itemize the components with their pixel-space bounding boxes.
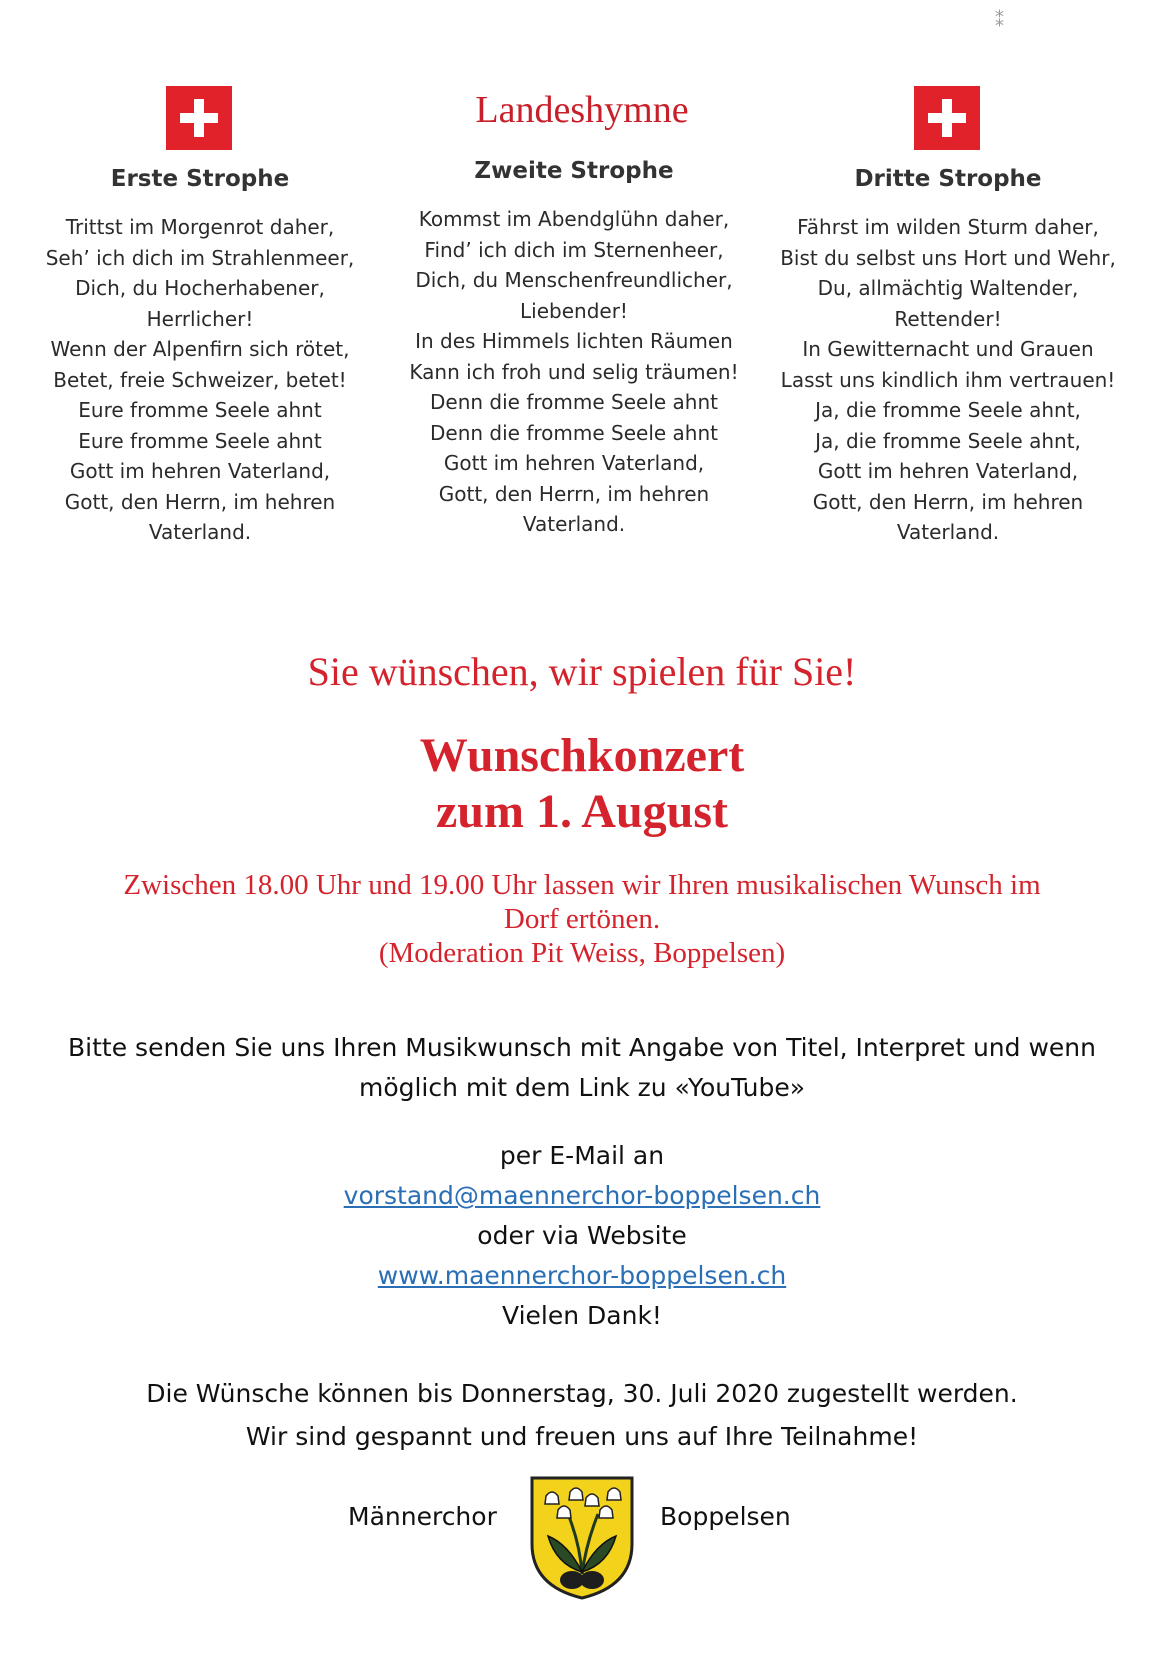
verse-line: Gott, den Herrn, im hehren [812,489,1084,514]
concert-time [0,868,1164,970]
verse-line: Du, allmächtig Waltender, [817,276,1079,300]
verse-line: Gott im hehren Vaterland, [69,459,331,483]
verse-line: Ja, die fromme Seele ahnt, [815,428,1081,453]
verse-line: Liebender! [520,298,628,323]
verse-line: Vaterland. [522,512,626,536]
stanza-column-1 [10,166,390,548]
verse-line: Ja, die fromme Seele ahnt, [815,398,1081,422]
verse-line: Find’ ich dich im Sternenheer, [424,237,724,262]
verse-line: Gott im hehren Vaterland, [817,459,1079,483]
concert-title-line: zum 1. August [435,785,729,838]
verse-line: Denn die fromme Seele ahnt [430,420,718,445]
verse-line: Herrlicher! [146,306,254,331]
deadline-block [0,1372,1164,1458]
verse-line: Betet, freie Schweizer, betet! [53,367,347,392]
closing-text: Wir sind gespannt und freuen uns auf Ihre Teilnahme! [245,1422,919,1451]
concert-title [0,728,1164,840]
verse-line: Denn die fromme Seele ahnt [430,390,718,414]
stanza-verse [10,212,390,548]
stanza-heading: Dritte Strophe [854,166,1042,192]
verse-line: Trittst im Morgenrot daher, [65,215,335,239]
verse-line: Kommst im Abendglühn daher, [418,207,730,231]
boppelsen-coat-of-arms-icon [528,1474,636,1602]
verse-line: Gott, den Herrn, im hehren [64,489,336,514]
concert-tagline: Sie wünschen, wir spielen für Sie! [307,649,857,694]
request-text [0,1028,1164,1108]
scan-mark: ⁑ [995,10,1004,30]
verse-line: Gott, den Herrn, im hehren [438,481,710,506]
stanza-heading: Erste Strophe [110,166,290,192]
concert-title-line: Wunschkonzert [419,729,745,782]
stanza-column-2 [384,158,764,540]
via-website-label: oder via Website [477,1221,687,1250]
verse-line: Vaterland. [148,520,252,544]
contact-block [0,1136,1164,1336]
verse-line: Fährst im wilden Sturm daher, [797,215,1099,239]
verse-line: Dich, du Menschenfreundlicher, [415,268,733,292]
email-link[interactable]: vorstand@maennerchor-boppelsen.ch [343,1181,821,1210]
signature-right: Boppelsen [660,1502,791,1531]
concert-time-line: Zwischen 18.00 Uhr und 19.00 Uhr lassen wir Ihren musikalischen Wunsch im [123,869,1041,901]
thanks-text: Vielen Dank! [502,1301,662,1330]
request-line: möglich mit dem Link zu «YouTube» [358,1073,806,1102]
verse-line: Vaterland. [896,520,1000,544]
via-email-label: per E-Mail an [499,1141,665,1170]
concert-moderation: (Moderation Pit Weiss, Boppelsen) [378,937,786,969]
signature-left: Männerchor [348,1502,497,1531]
verse-line: Seh’ ich dich im Strahlenmeer, [45,245,355,270]
stanza-verse [384,204,764,540]
website-link[interactable]: www.maennerchor-boppelsen.ch [377,1261,787,1290]
verse-line: Dich, du Hocherhabener, [75,276,325,300]
verse-line: Eure fromme Seele ahnt [78,398,322,422]
verse-line: In des Himmels lichten Räumen [415,329,733,353]
verse-line: Kann ich froh und selig träumen! [409,359,739,384]
request-line: Bitte senden Sie uns Ihren Musikwunsch mit Angabe von Titel, Interpret und wenn [68,1033,1096,1062]
stanza-column-3 [758,166,1138,548]
verse-line: In Gewitternacht und Grauen [802,337,1094,361]
concert-time-line: Dorf ertönen. [503,903,661,935]
verse-line: Gott im hehren Vaterland, [443,451,705,475]
verse-line: Lasst uns kindlich ihm vertrauen! [780,367,1116,392]
deadline-text: Die Wünsche können bis Donnerstag, 30. Juli 2020 zugestellt werden. [146,1379,1018,1408]
stanza-verse [758,212,1138,548]
stanza-heading: Zweite Strophe [474,158,674,184]
verse-line: Rettender! [894,306,1002,331]
verse-line: Eure fromme Seele ahnt [78,428,322,453]
anthem-title: Landeshymne [475,89,689,131]
verse-line: Bist du selbst uns Hort und Wehr, [780,245,1116,270]
verse-line: Wenn der Alpenfirn sich rötet, [50,337,350,361]
